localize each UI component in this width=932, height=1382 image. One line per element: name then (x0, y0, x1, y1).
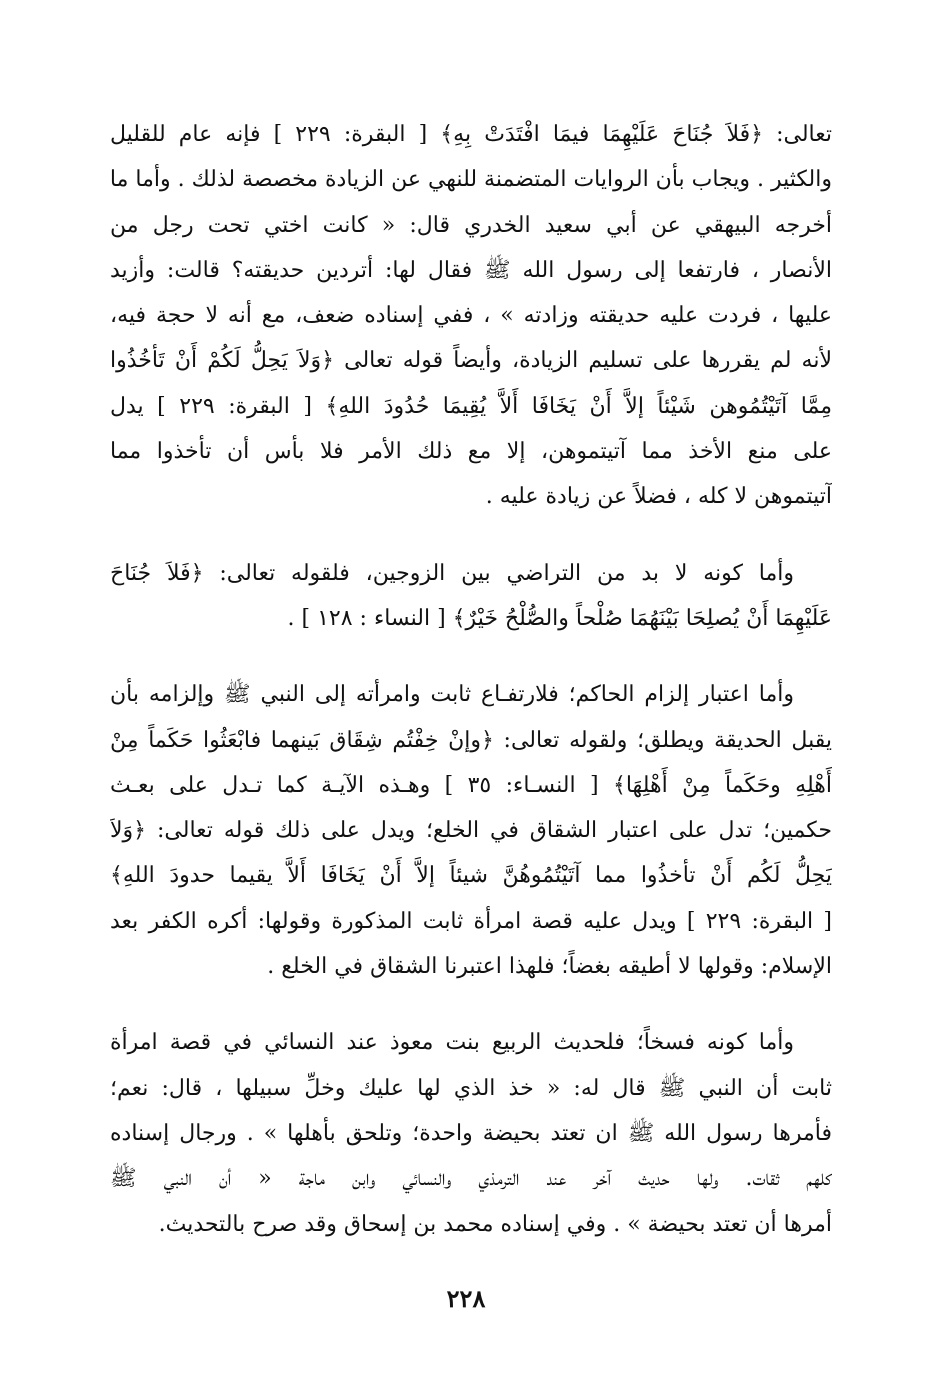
text-line: فأمرها رسول الله ﷺ ان تعتد بحيضة واحدة؛ وتلحق بأهلها » . ورجال إسناده (110, 1120, 832, 1146)
text-line: تعالى: ﴿فَلاَ جُنَاحَ عَلَيْهِمَا فيمَا افْتَدَتْ بِهِ﴾ [ البقرة: ٢٢٩ ] فإنه عام للقليل (110, 122, 832, 147)
text-line: لأنه لم يقررها على تسليم الزيادة، وأيضاً قوله تعالى ﴿وَلاَ يَحِلُّ لَكُمْ أَنْ تَأخُذُوا (110, 348, 832, 374)
text-line: كلهم ثقات. ولها حديث آخر عند الترمذي والنسائي وابن ماجة « أن النبي ﷺ (110, 1166, 832, 1192)
text-line: وأما كونه لا بد من التراضي بين الزوجين، فلقوله تعالى: ﴿فَلاَ جُنَاحَ (110, 560, 794, 586)
paragraph (110, 551, 832, 642)
paragraph (110, 112, 832, 520)
text-line: ثابت أن النبي ﷺ قال له: « خذ الذي لها عليك وخلِّ سبيلها ، قال: نعم؛ (110, 1075, 832, 1101)
text-line: وأما اعتبار إلزام الحاكم؛ فلارتفـاع ثابت وامرأته إلى النبي ﷺ وإلزامه بأن (110, 682, 794, 708)
text-line: على منع الأخذ مما آتيتموهن، إلا مع ذلك الأمر فلا بأس أن تأخذوا مما (110, 439, 832, 465)
text-line: يَحِلُّ لَكُم أَنْ تأخذُوا مما آتَيْتُمُوهُنَّ شيئاً إلاَّ أَنْ يَخَافَا أَلاَّ يقيما حدودَ اللهِ﴾ (110, 863, 832, 889)
text-line: أَهْلِهِ وحَكَماً مِنْ أَهْلِهَا﴾ [ النسـاء: ٣٥ ] وهـذه الآيـة كما تـدل على بعـث (110, 772, 832, 798)
text-line: عليها ، فردت عليه حديقته وزادته » ، ففي إسناده ضعف، مع أنه لا حجة فيه، (110, 303, 832, 329)
paragraph (110, 672, 832, 989)
text-line: عَلَيْهِمَا أَنْ يُصلِحَا بَيْنَهُمَا صُلْحاً والصُّلْحُ خَيْرٌ﴾ [ النساء : ١٢٨ ] . (287, 605, 832, 631)
page-body (110, 112, 832, 1247)
text-line: والكثير . ويجاب بأن الروايات المتضمنة للنهي عن الزيادة مخصصة لذلك . وأما ما (110, 167, 832, 193)
paragraph (110, 1020, 832, 1246)
text-line: وأما كونه فسخاً؛ فلحديث الربيع بنت معوذ عند النسائي في قصة امرأة (110, 1030, 794, 1056)
text-line: أمرها أن تعتد بحيضة » . وفي إسناده محمد بن إسحاق وقد صرح بالتحديث. (158, 1211, 832, 1237)
text-line: آتيتموهن لا كله ، فضلاً عن زيادة عليه . (485, 484, 832, 510)
text-line: أخرجه البيهقي عن أبي سعيد الخدري قال: « كانت اختي تحت رجل من (110, 212, 832, 238)
text-line: يقبل الحديقة ويطلق؛ ولقوله تعالى: ﴿وإنْ خِفْتُم شِقَاق بَينهما فابْعَثُوا حَكَماً مِنْ (110, 727, 832, 753)
text-line: [ البقرة: ٢٢٩ ] ويدل عليه قصة امرأة ثابت المذكورة وقولها: أكره الكفر بعد (110, 908, 832, 934)
page-number: ٢٢٨ (446, 1284, 486, 1313)
text-line: مِمَّا آتَيْتُمُوهن شَيْئاً إلاَّ أَنْ يَخَافَا أَلاَّ يُقِيمَا حُدُودَ اللهِ﴾ [ البقرة: ٢٢٩ ] يدل (110, 393, 832, 419)
text-line: الإسلام: وقولها لا أطيقه بغضاً؛ فلهذا اعتبرنا الشقاق في الخلع . (267, 954, 832, 980)
text-line: الأنصار ، فارتفعا إلى رسول الله ﷺ فقال لها: أتردين حديقته؟ قالت: وأزيد (110, 257, 832, 283)
text-line: حكمين؛ تدل على اعتبار الشقاق في الخلع؛ ويدل على ذلك قوله تعالى: ﴿وَلاَ (110, 818, 832, 844)
